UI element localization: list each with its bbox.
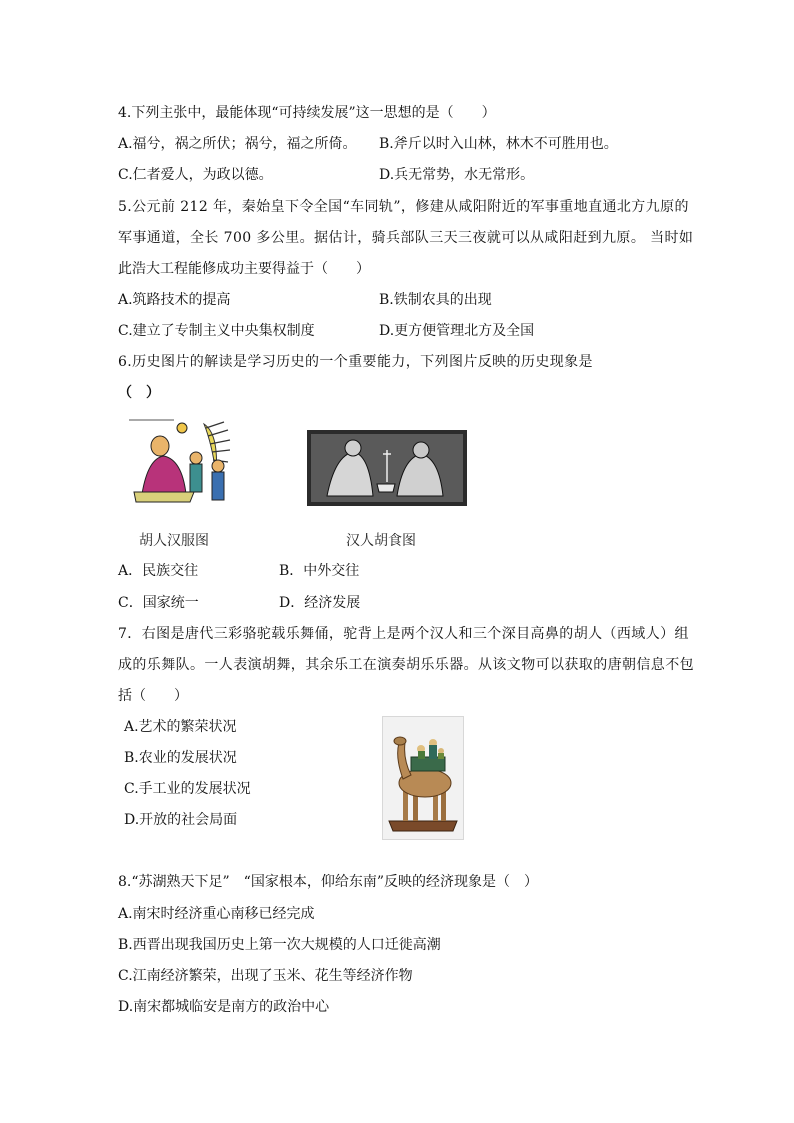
q6-option-a: A．民族交往: [118, 563, 199, 579]
q8-stem: 8.“苏湖熟天下足” “国家根本，仰给东南”反映的经济现象是（ ）: [118, 874, 538, 890]
q5-option-c: C.建立了专制主义中央集权制度: [118, 323, 315, 339]
q6-option-c: C．国家统一: [118, 595, 199, 611]
q4-stem: 4.下列主张中，最能体现“可持续发展”这一思想的是（ ）: [118, 105, 496, 121]
q7-option-d: D.开放的社会局面: [124, 812, 238, 828]
q8-option-c: C.江南经济繁荣，出现了玉米、花生等经济作物: [118, 968, 413, 984]
hu-han-clothing-image: [124, 414, 242, 514]
han-hu-food-image: [307, 430, 467, 506]
q5-stem-line3: 此浩大工程能修成功主要得益于（ ）: [118, 261, 370, 277]
q4-option-d: D.兵无常势，水无常形。: [379, 167, 535, 183]
q7-option-b: B.农业的发展状况: [124, 750, 237, 766]
q7-stem-line2: 成的乐舞队。一人表演胡舞，其余乐工在演奏胡乐乐器。从该文物可以获取的唐朝信息不包: [118, 657, 694, 673]
q6-stem-line1: 6.历史图片的解读是学习历史的一个重要能力，下列图片反映的历史现象是: [118, 354, 593, 370]
q5-option-b: B.铁制农具的出现: [379, 292, 492, 308]
q7-option-a: A.艺术的繁荣状况: [124, 719, 237, 735]
q6-option-d: D．经济发展: [279, 595, 361, 611]
q7-stem-line1: 7．右图是唐代三彩骆驼载乐舞俑，驼背上是两个汉人和三个深目高鼻的胡人（西域人）组: [118, 626, 689, 642]
q8-option-b: B.西晋出现我国历史上第一次大规模的人口迁徙高潮: [118, 937, 441, 953]
figure-caption-2: 汉人胡食图: [346, 533, 416, 549]
q5-stem-line2: 军事通道，全长 700 多公里。据估计，骑兵部队三天三夜就可以从咸阳赶到九原。 当时如: [118, 230, 694, 246]
q4-option-c: C.仁者爱人，为政以德。: [118, 167, 273, 183]
q8-option-d: D.南宋都城临安是南方的政治中心: [118, 999, 330, 1015]
q5-option-a: A.筑路技术的提高: [118, 292, 231, 308]
tang-sancai-camel-figurine-image: [382, 716, 464, 840]
q8-option-a: A.南宋时经济重心南移已经完成: [118, 906, 315, 922]
q5-option-d: D.更方便管理北方及全国: [379, 323, 535, 339]
q7-option-c: C.手工业的发展状况: [124, 781, 251, 797]
q6-stem-line2: （ ）: [118, 385, 160, 401]
q4-option-a: A.福兮，祸之所伏；祸兮，福之所倚。: [118, 136, 357, 152]
q7-stem-line3: 括（ ）: [118, 688, 188, 704]
q4-option-b: B.斧斤以时入山林，林木不可胜用也。: [379, 136, 618, 152]
q5-stem-line1: 5.公元前 212 年，秦始皇下令全国“车同轨”，修建从咸阳附近的军事重地直通北方九原的: [118, 199, 689, 215]
figure-caption-1: 胡人汉服图: [139, 533, 209, 549]
q6-option-b: B．中外交往: [279, 563, 360, 579]
